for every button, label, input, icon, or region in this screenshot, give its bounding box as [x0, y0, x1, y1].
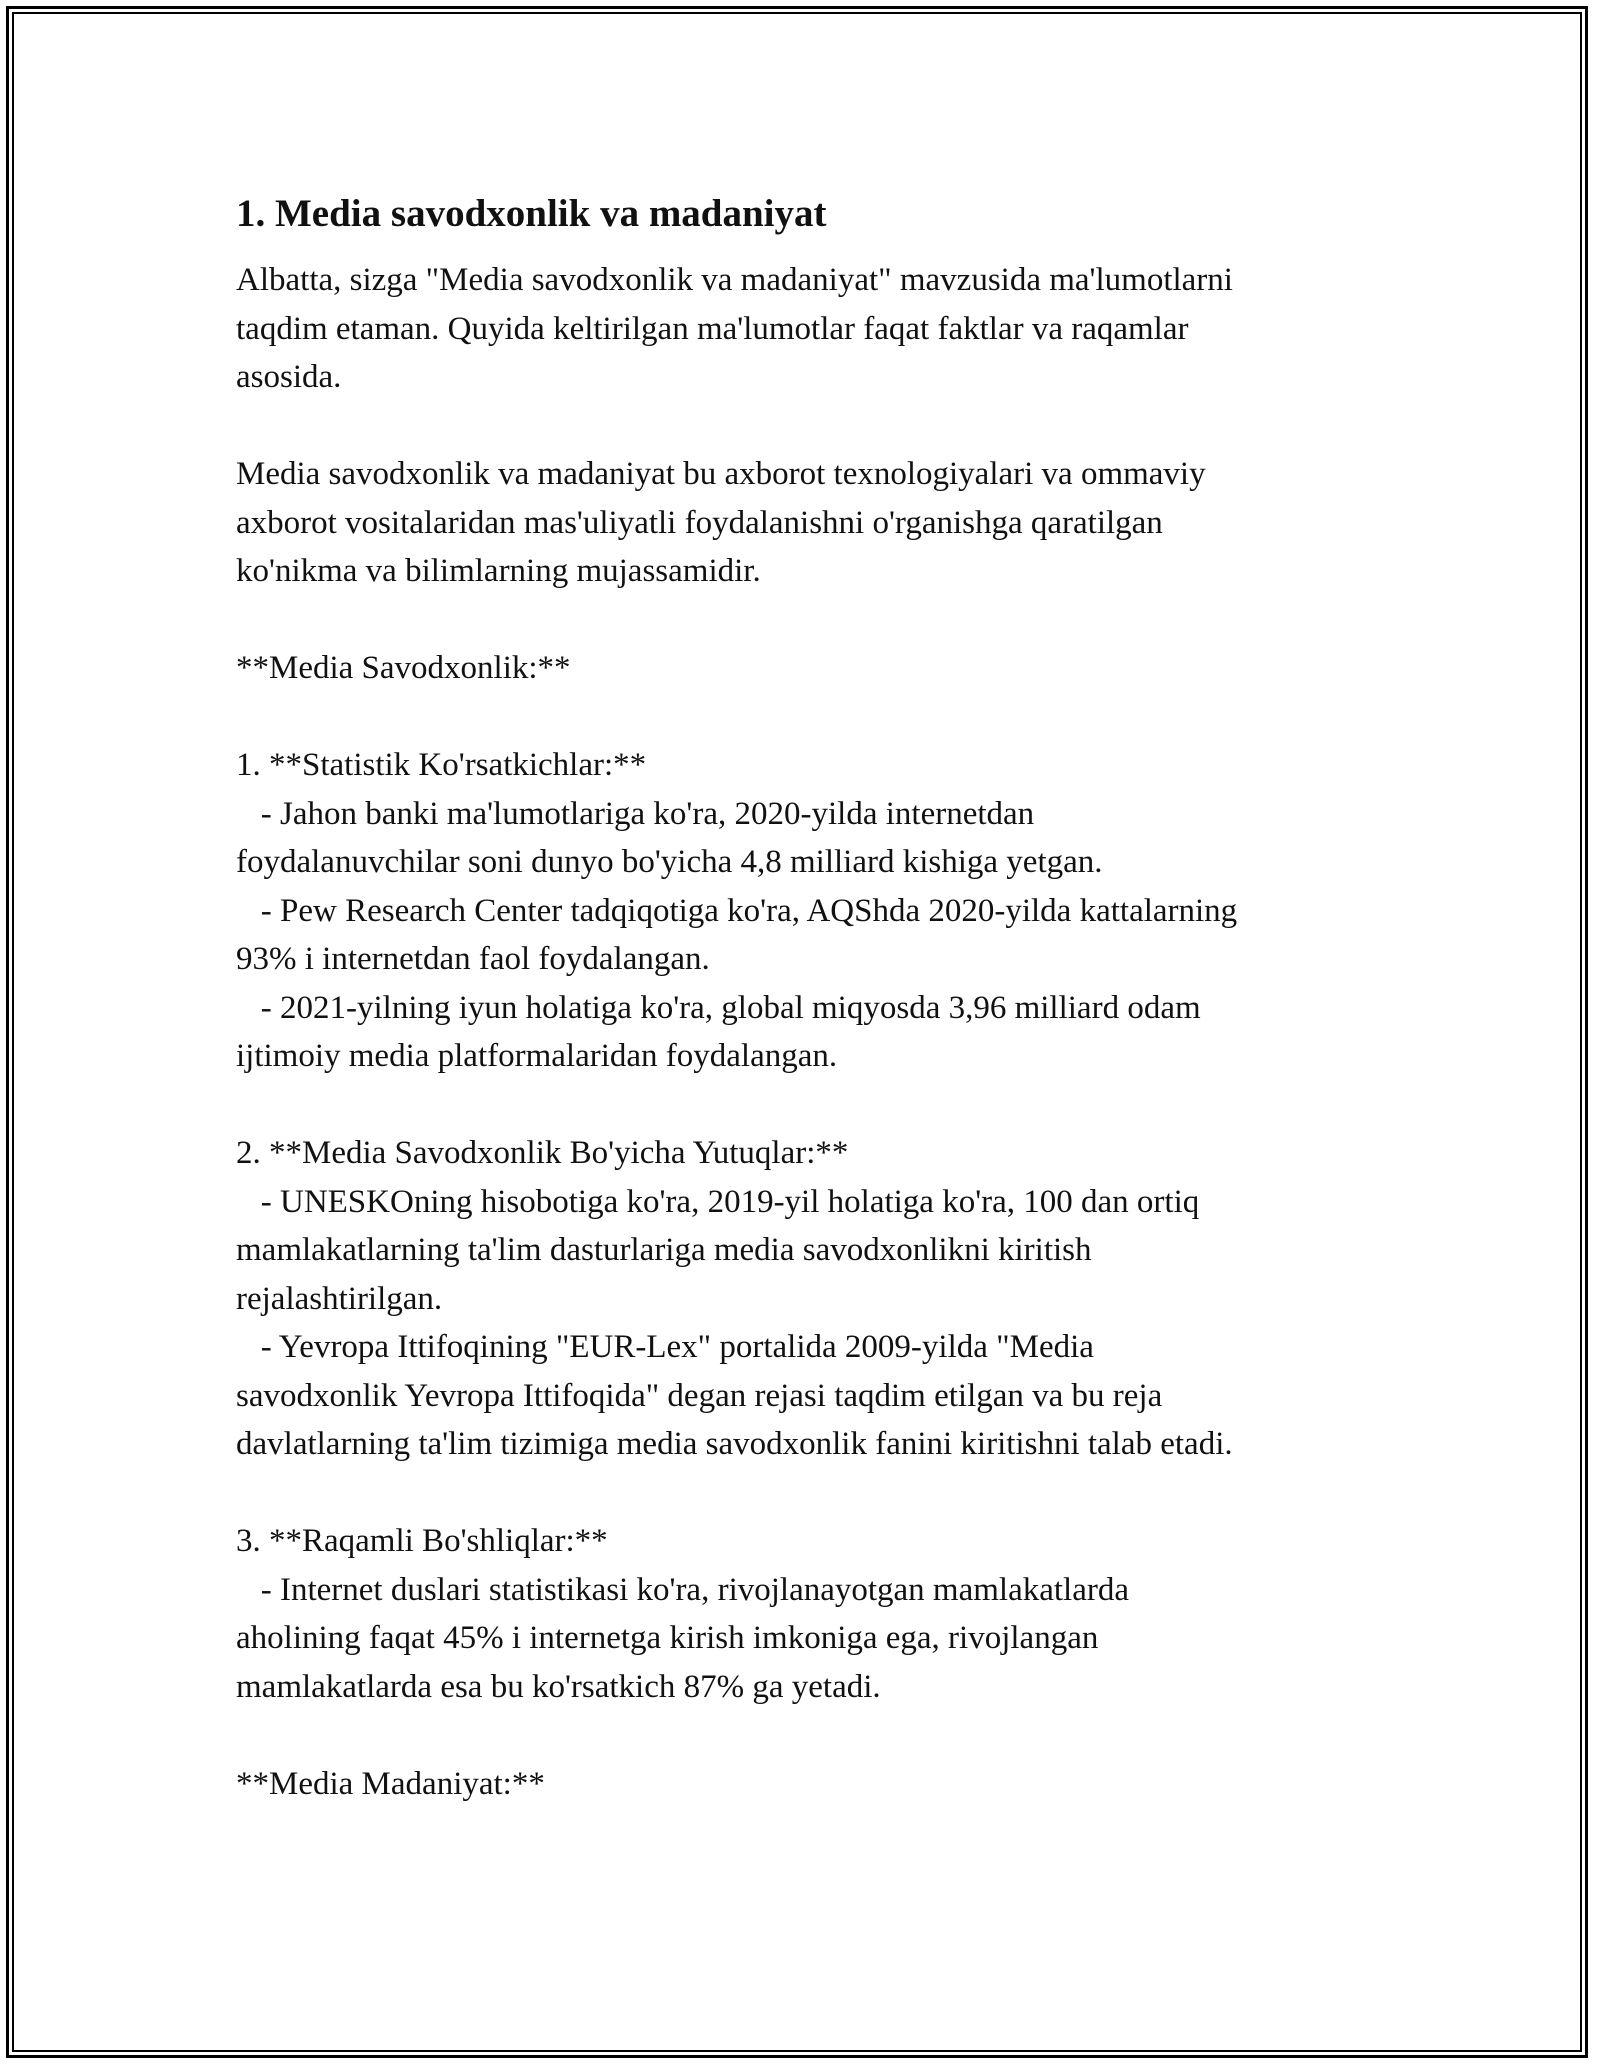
section2-item: - UNESKOning hisobotiga ko'ra, 2019-yil holatiga ko'ra, 100 dan ortiq mamlakatlarning ta'lim dasturlariga media savodxonlikni kiritish rejalashtirilgan. — [236, 1183, 1200, 1317]
section1-item: - 2021-yilning iyun holatiga ko'ra, global miqyosda 3,96 milliard odam ijtimoiy media platformalaridan foydalangan. — [236, 989, 1201, 1074]
paragraph-gap — [236, 693, 1386, 742]
paragraph-gap — [236, 596, 1386, 645]
section2-item: - Yevropa Ittifoqining "EUR-Lex" portalida 2009-yilda "Media savodxonlik Yevropa Ittifoqida" degan rejasi taqdim etilgan va bu reja davlatlarning ta'lim tizimiga media savodxonlik fanini kiritishni talab etadi. — [236, 1329, 1233, 1462]
media-culture-label: **Media Madaniyat:** — [236, 1765, 545, 1802]
paragraph-gap — [236, 1711, 1386, 1760]
paragraph-gap — [236, 1469, 1386, 1518]
media-literacy-label: **Media Savodxonlik:** — [236, 650, 571, 686]
section3-item: - Internet duslari statistikasi ko'ra, rivojlanayotgan mamlakatlarda aholining faqat 45% i internetga kirish imkoniga ega, rivojlangan mamlakatlarda esa bu ko'rsatkich 87% ga yetadi. — [236, 1571, 1129, 1705]
section1-title: 1. **Statistik Ko'rsatkichlar:** — [236, 747, 647, 783]
document-body — [236, 188, 1386, 1808]
intro-paragraph: Albatta, sizga "Media savodxonlik va madaniyat" mavzusida ma'lumotlarni taqdim etaman. Quyida keltirilgan ma'lumotlar faqat faktlar va raqamlar asosida. — [236, 262, 1233, 395]
section2-title: 2. **Media Savodxonlik Bo'yicha Yutuqlar:** — [236, 1135, 849, 1171]
document-heading: 1. Media savodxonlik va madaniyat — [236, 192, 827, 235]
paragraph-gap — [236, 1081, 1386, 1130]
definition-paragraph: Media savodxonlik va madaniyat bu axborot texnologiyalari va ommaviy axborot vositalaridan mas'uliyatli foydalanishni o'rganishga qaratilgan ko'nikma va bilimlarning mujassamidir. — [236, 456, 1206, 589]
section1-item: - Jahon banki ma'lumotlariga ko'ra, 2020-yilda internetdan foydalanuvchilar soni dunyo bo'yicha 4,8 milliard kishiga yetgan. — [236, 795, 1103, 880]
section3-title: 3. **Raqamli Bo'shliqlar:** — [236, 1523, 608, 1559]
paragraph-gap — [236, 402, 1386, 451]
section1-item: - Pew Research Center tadqiqotiga ko'ra, AQShda 2020-yilda kattalarning 93% i internetdan faol foydalangan. — [236, 892, 1238, 977]
